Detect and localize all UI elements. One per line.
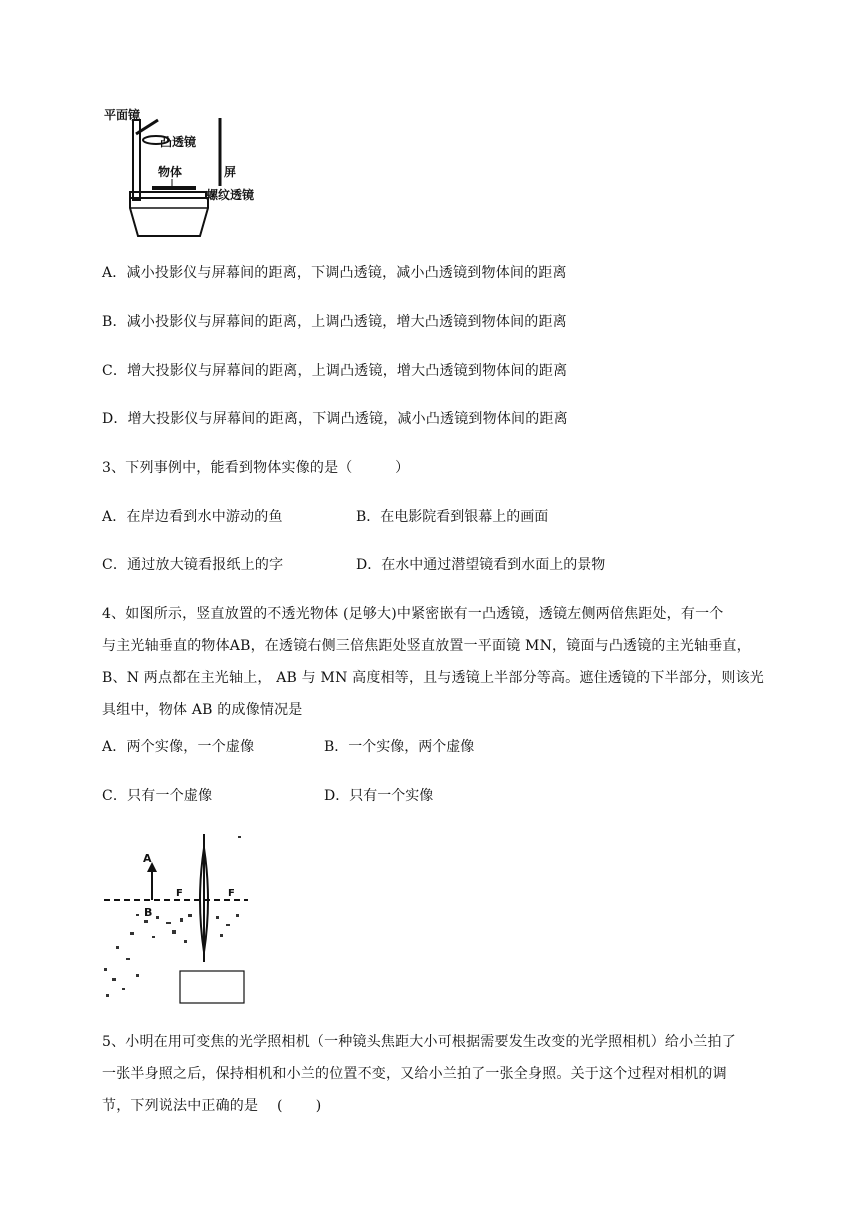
q2-option-b: B．减小投影仪与屏幕间的距离，上调凸透镜，增大凸透镜到物体间的距离: [102, 314, 567, 330]
q2-option-d: D．增大投影仪与屏幕间的距离，下调凸透镜，减小凸透镜到物体间的距离: [102, 411, 568, 427]
label-focus-right: F: [228, 888, 235, 899]
object-plate: [152, 186, 196, 190]
q4-stem-line-4: 具组中，物体 AB 的成像情况是: [102, 702, 303, 718]
lens-figure: [96, 828, 266, 1008]
q4-option-a: A．两个实像，一个虚像: [102, 739, 255, 755]
label-point-b: B: [144, 906, 153, 919]
mirror-box: [180, 971, 244, 1003]
label-plane-mirror: 平面镜: [104, 108, 141, 122]
label-convex-lens: 凸透镜: [160, 135, 197, 149]
projector-base: [130, 198, 208, 236]
q4-option-b: B．一个实像，两个虚像: [324, 739, 475, 755]
label-point-a: A: [143, 852, 152, 865]
q5-stem-line-3: 节，下列说法中正确的是 ( ): [102, 1098, 322, 1114]
q4-option-d: D．只有一个实像: [324, 788, 434, 804]
label-focus-left: F: [176, 888, 183, 899]
q2-option-c: C．增大投影仪与屏幕间的距离，上调凸透镜，增大凸透镜到物体间的距离: [102, 363, 568, 379]
q2-option-a: A．减小投影仪与屏幕间的距离，下调凸透镜，减小凸透镜到物体间的距离: [102, 265, 567, 281]
q3-option-c: C．通过放大镜看报纸上的字: [102, 557, 284, 573]
projector-figure: [100, 100, 270, 240]
label-screen: 屏: [224, 165, 237, 179]
q4-stem-line-3: B、N 两点都在主光轴上， AB 与 MN 高度相等，且与透镜上半部分等高。遮住透镜的下半部分，则该光: [102, 670, 764, 686]
q4-stem-line-1: 4、如图所示，竖直放置的不透光物体 (足够大)中紧密嵌有一凸透镜，透镜左侧两倍焦距处，有一个: [102, 606, 724, 622]
q5-stem-line-2: 一张半身照之后，保持相机和小兰的位置不变，又给小兰拍了一张全身照。关于这个过程对相机的调: [102, 1066, 727, 1082]
q3-option-a: A．在岸边看到水中游动的鱼: [102, 509, 283, 525]
label-fresnel-lens: 螺纹透镜: [206, 188, 255, 202]
q3-option-d: D．在水中通过潜望镜看到水面上的景物: [356, 557, 606, 573]
label-object: 物体: [158, 165, 183, 179]
q3-stem: 3、下列事例中，能看到物体实像的是（ ）: [102, 460, 410, 476]
scan-noise: [104, 836, 241, 997]
q4-stem-line-2: 与主光轴垂直的物体AB，在透镜右侧三倍焦距处竖直放置一平面镜 MN，镜面与凸透镜的主光轴垂直，: [102, 638, 751, 654]
q4-option-c: C．只有一个虚像: [102, 788, 213, 804]
q3-option-b: B．在电影院看到银幕上的画面: [356, 509, 549, 525]
q5-stem-line-1: 5、小明在用可变焦的光学照相机（一种镜头焦距大小可根据需要发生改变的光学照相机）给小兰拍了: [102, 1034, 736, 1050]
